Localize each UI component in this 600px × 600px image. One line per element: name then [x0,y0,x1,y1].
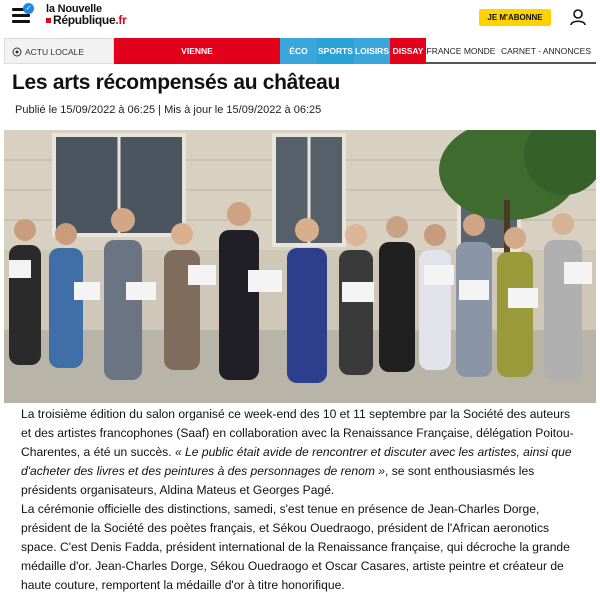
nav-item-dissay[interactable]: DISSAY [390,38,426,64]
updated-date: 15/09/2022 à 06:25 [226,104,322,116]
article-body [21,405,581,595]
nav-item-sports[interactable]: SPORTS [317,38,354,64]
group-photo-illustration [4,130,596,403]
article-paragraph-1 [21,405,581,500]
published-date: 15/09/2022 à 06:25 [60,104,156,116]
article-title: Les arts récompensés au château [12,71,341,94]
user-account-icon[interactable] [569,8,587,26]
site-logo[interactable] [46,4,126,26]
location-pin-icon [12,47,22,57]
updated-label: Mis à jour le [164,104,224,116]
article-meta [15,104,321,116]
nav-item-loisirs[interactable]: LOISIRS [354,38,390,64]
section-nav [4,38,596,64]
nav-item-carnet-annonces[interactable]: CARNET - ANNONCES [496,38,596,64]
hamburger-menu-icon[interactable] [12,5,32,24]
article-paragraph-2: La cérémonie officielle des distinctions, samedi, s'est tenue en présence de Jean-Charles Dorge, président de la Société des poètes français, et Sékou Ouedraogo, président de l'African aeronotics space. C'est Denis Fadda, président international de la Renaissance française, qui décroche la grande médaille d'or. Jean-Charles Dorge, Sékou Ouedraogo et Oscar Casares, artiste peintre et créateur de haute couture, remportent la médaille d'or à titre honorifique. [21,502,570,592]
nav-item-label: ACTU LOCALE [25,47,85,57]
logo-line-1: la Nouvelle [46,3,102,15]
nav-item-eco[interactable]: ÉCO [280,38,317,64]
logo-square-icon [46,18,51,23]
article-photo[interactable] [4,130,596,403]
logo-line-2: République [53,13,116,27]
meta-separator: | [158,104,161,116]
nav-item-france-monde[interactable]: FRANCE MONDE [426,38,496,64]
logo-tld: .fr [115,13,127,27]
paragraph-1-quote: « Le public était avide de rencontrer et discuter avec les artistes, ainsi que d'acheter des livres et des peintures à des personnages de renom » [21,445,572,478]
paragraph-1-text-b: , se sont enthousiasmés les présidents organisateurs, Aldina Mateus et Georges Pagé. [21,464,535,497]
nav-item-actu-locale[interactable] [4,38,114,64]
nav-item-vienne[interactable]: VIENNE [114,38,280,64]
site-header [0,0,600,34]
published-label: Publié le [15,104,58,116]
subscribe-button[interactable]: JE M'ABONNE [479,9,551,26]
paragraph-1-text-a: La troisième édition du salon organisé ce week-end des 10 et 11 septembre par la Société des auteurs et des artistes francophones (Saaf) en collaboration avec la Renaissance Française, délégation Poitou-Charentes, a été un succès. [21,407,574,459]
notification-check-badge: ✓ [23,3,34,14]
